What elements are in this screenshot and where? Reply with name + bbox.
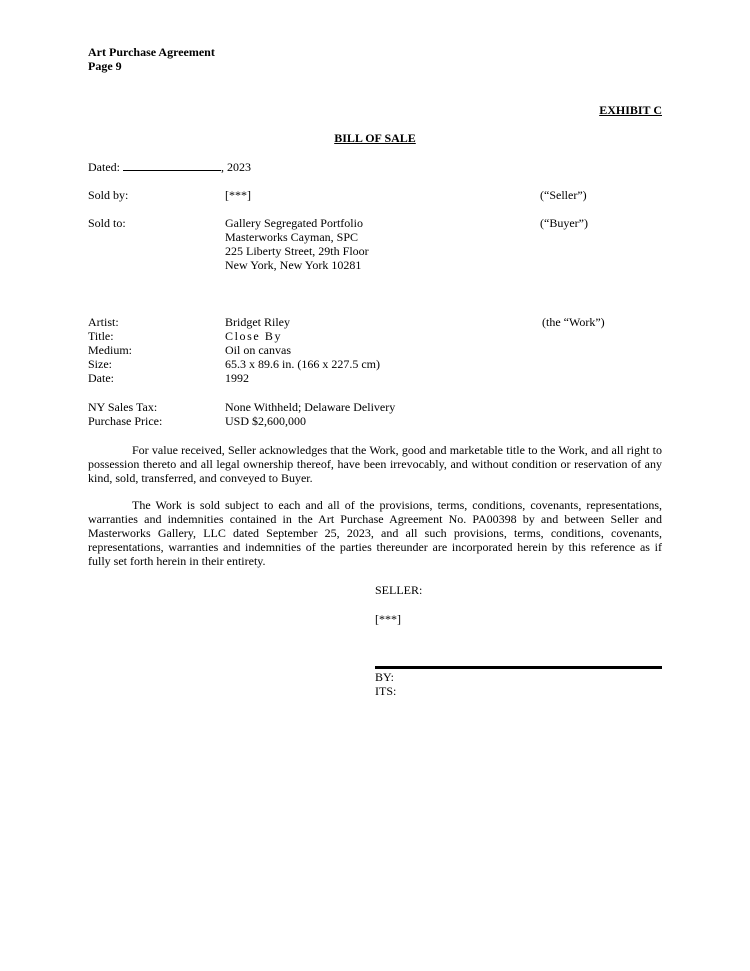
seller-signature-label: SELLER: [375, 583, 423, 597]
date-value: 1992 [225, 371, 249, 385]
work-values [225, 315, 380, 385]
sales-tax-value: None Withheld; Delaware Delivery [225, 400, 396, 414]
dated-year: , 2023 [221, 160, 251, 174]
page-number: Page 9 [88, 59, 122, 73]
seller-role: (“Seller”) [540, 188, 587, 202]
sales-tax-label: NY Sales Tax: [88, 400, 158, 414]
acknowledgment-paragraph: For value received, Seller acknowledges that the Work, good and marketable title to the Work, and all right to possession thereto and all legal ownership thereof, have been irrevocably, and without condition or reservation of any kind, sold, transferred, and conveyed to Buyer. [88, 443, 662, 485]
purchase-price-value: USD $2,600,000 [225, 414, 307, 428]
work-role: (the “Work”) [542, 315, 605, 329]
artist-value: Bridget Riley [225, 315, 290, 329]
tax-price-values [225, 400, 395, 428]
tax-price-labels [88, 400, 162, 428]
sold-by-label: Sold by: [88, 188, 129, 202]
signature-line [375, 666, 662, 669]
sold-to-address [225, 216, 369, 272]
purchase-price-label: Purchase Price: [88, 414, 163, 428]
document-title: BILL OF SALE [334, 131, 416, 145]
size-value: 65.3 x 89.6 in. (166 x 227.5 cm) [225, 357, 380, 371]
sold-to-label: Sold to: [88, 216, 126, 230]
dated-label: Dated: [88, 160, 120, 174]
medium-value: Oil on canvas [225, 343, 291, 357]
its-label: ITS: [375, 684, 397, 698]
title-value: Close By [225, 329, 283, 343]
exhibit-label: EXHIBIT C [599, 103, 662, 117]
medium-label: Medium: [88, 343, 132, 357]
dated-row [88, 159, 251, 174]
sold-by-value: [***] [225, 188, 251, 202]
subject-to-paragraph: The Work is sold subject to each and all of the provisions, terms, conditions, covenants, representations, warranties and indemnities contained in the Art Purchase Agreement No. PA00398 by and between Seller and Masterworks Gallery, LLC dated September 25, 2023, and all such provisions, terms, conditions, covenants, representations, warranties and indemnities of the parties thereunder are incorporated herein by this reference as if fully set forth herein in their entirety. [88, 498, 662, 568]
by-label: BY: [375, 670, 394, 684]
buyer-role: (“Buyer”) [540, 216, 588, 230]
artist-label: Artist: [88, 315, 119, 329]
document-header-title: Art Purchase Agreement [88, 45, 215, 59]
address-line: 225 Liberty Street, 29th Floor [225, 244, 369, 258]
date-blank-line [123, 159, 221, 171]
work-labels [88, 315, 132, 385]
title-label: Title: [88, 329, 114, 343]
seller-signature-value: [***] [375, 612, 401, 626]
address-line: New York, New York 10281 [225, 258, 362, 272]
size-label: Size: [88, 357, 112, 371]
address-line: Gallery Segregated Portfolio [225, 216, 363, 230]
address-line: Masterworks Cayman, SPC [225, 230, 358, 244]
date-label: Date: [88, 371, 114, 385]
